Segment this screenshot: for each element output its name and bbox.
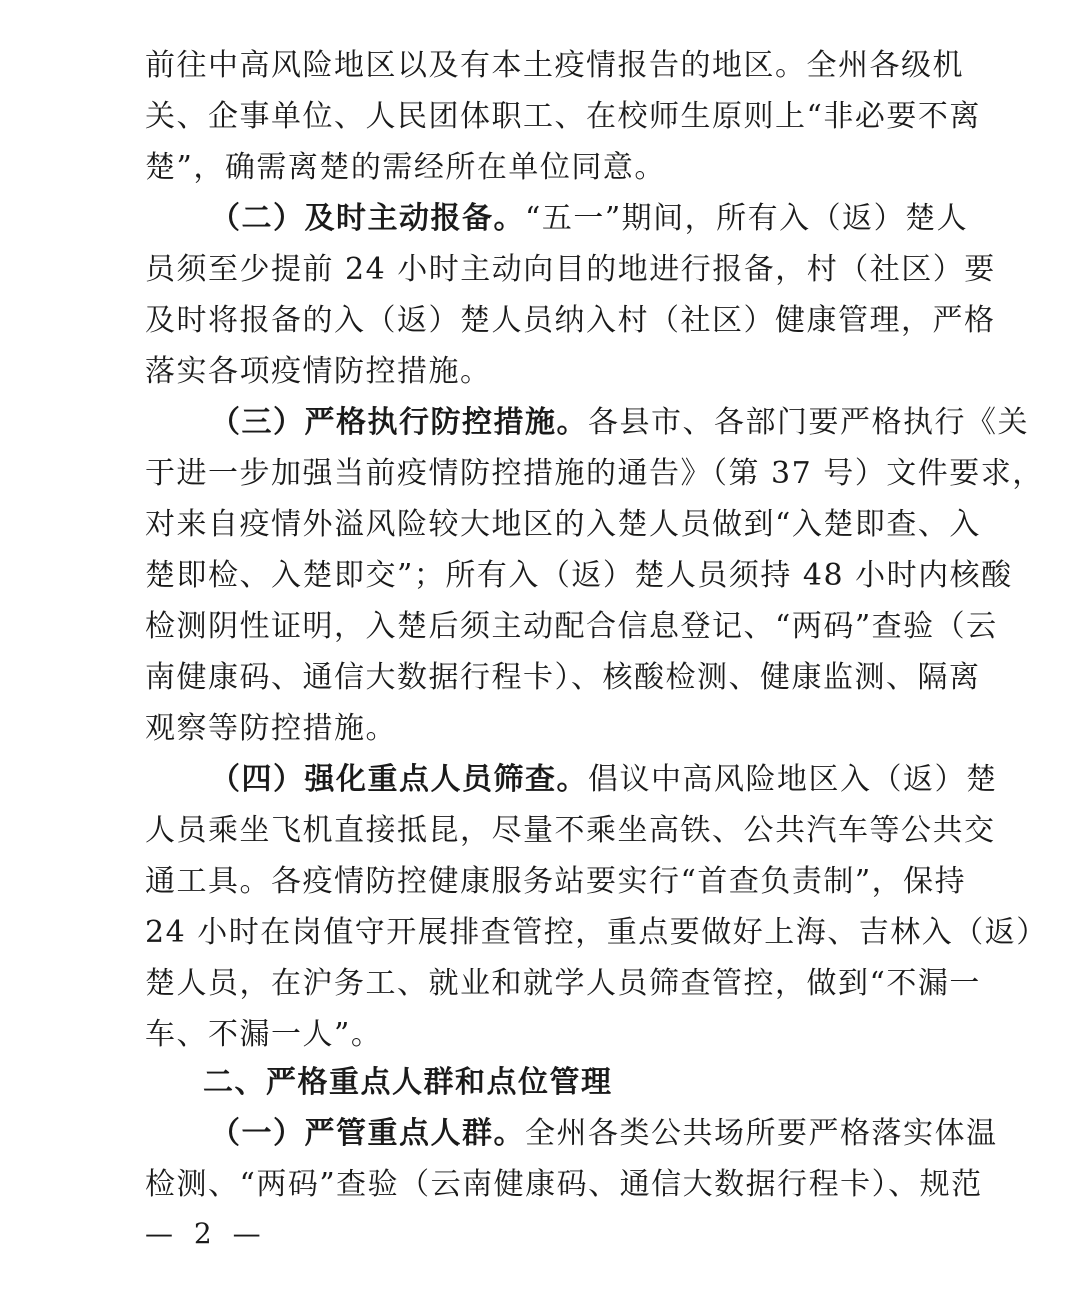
paragraph-text: “五一”期间，所有入（返）楚人 — [525, 201, 969, 236]
paragraph-2-first-line — [210, 193, 969, 245]
body-line: 于进一步加强当前疫情防控措施的通告》（第 37 号）文件要求， — [145, 456, 1044, 491]
paragraph-3-first-line — [210, 397, 1029, 449]
body-line: 人员乘坐飞机直接抵昆，尽量不乘坐高铁、公共汽车等公共交 — [145, 813, 996, 848]
paragraph-lead: （三）严格执行防控措施。 — [210, 405, 588, 440]
body-line: 对来自疫情外溢风险较大地区的入楚人员做到“入楚即查、入 — [145, 507, 981, 542]
page-number: — 2 — — [145, 1217, 267, 1250]
paragraph-4-first-line — [210, 754, 998, 806]
paragraph-lead: （二）及时主动报备。 — [210, 201, 525, 236]
section-2-paragraph-1-first-line — [210, 1108, 998, 1160]
body-line: 南健康码、通信大数据行程卡）、核酸检测、健康监测、隔离 — [145, 660, 981, 695]
paragraph-text: 倡议中高风险地区入（返）楚 — [588, 762, 998, 797]
section-heading: 二、严格重点人群和点位管理 — [203, 1065, 613, 1100]
paragraph-lead: （四）强化重点人员筛查。 — [210, 762, 588, 797]
body-line: 楚”，确需离楚的需经所在单位同意。 — [145, 150, 666, 185]
body-line: 关、企事单位、人民团体职工、在校师生原则上“非必要不离 — [145, 99, 981, 134]
body-line: 前往中高风险地区以及有本土疫情报告的地区。全州各级机 — [145, 48, 964, 83]
body-line: 车、不漏一人”。 — [145, 1017, 383, 1052]
body-line: 检测、“两码”查验（云南健康码、通信大数据行程卡）、规范 — [145, 1167, 983, 1202]
body-line: 楚人员，在沪务工、就业和就学人员筛查管控，做到“不漏一 — [145, 966, 981, 1001]
paragraph-lead: （一）严管重点人群。 — [210, 1116, 525, 1151]
body-line: 观察等防控措施。 — [145, 711, 397, 746]
body-line: 员须至少提前 24 小时主动向目的地进行报备，村（社区）要 — [145, 252, 996, 287]
paragraph-text: 各县市、各部门要严格执行《关 — [588, 405, 1029, 440]
body-line: 检测阴性证明，入楚后须主动配合信息登记、“两码”查验（云 — [145, 609, 998, 644]
body-line: 24 小时在岗值守开展排查管控，重点要做好上海、吉林入（返） — [145, 915, 1048, 950]
body-line: 及时将报备的入（返）楚人员纳入村（社区）健康管理，严格 — [145, 303, 996, 338]
body-line: 楚即检、入楚即交”；所有入（返）楚人员须持 48 小时内核酸 — [145, 558, 1013, 593]
body-line: 通工具。各疫情防控健康服务站要实行“首查负责制”，保持 — [145, 864, 967, 899]
paragraph-text: 全州各类公共场所要严格落实体温 — [525, 1116, 998, 1151]
body-line: 落实各项疫情防控措施。 — [145, 354, 492, 389]
